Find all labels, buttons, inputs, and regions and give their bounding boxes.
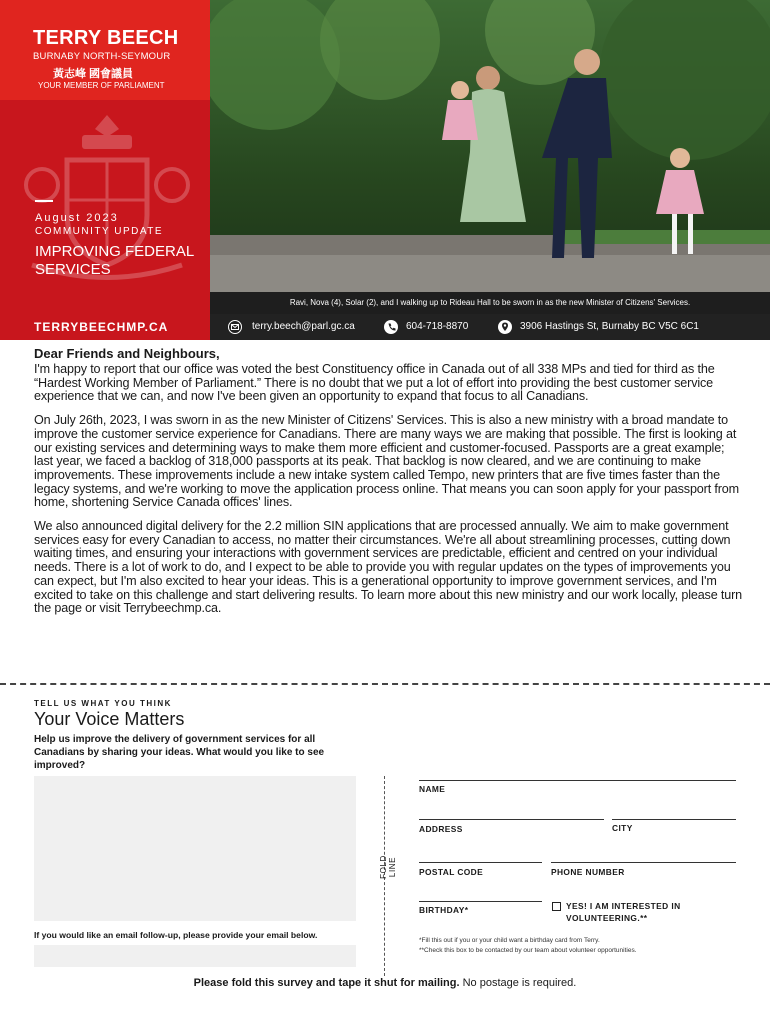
photo-caption: Ravi, Nova (4), Solar (2), and I walking up to Rideau Hall to be sworn in as the new Minister of Citizens' Services. [210,292,770,314]
phone-number[interactable]: 604-718-8870 [406,321,469,332]
birthday-footnote: *Fill this out if you or your child want a birthday card from Terry. [419,937,600,944]
phone-icon [384,320,398,334]
accent-dash [35,200,53,202]
address-field[interactable] [419,819,604,820]
mailing-instructions [0,977,770,989]
postal-code-label: POSTAL CODE [419,867,484,877]
name-label: NAME [419,784,446,794]
family-photo [210,0,770,292]
survey-kicker: TELL US WHAT YOU THINK [34,699,172,708]
volunteer-label: YES! I AM INTERESTED IN VOLUNTEERING.** [566,901,681,923]
riding-name: BURNABY NORTH-SEYMOUR [33,51,171,62]
headline: IMPROVING FEDERAL SERVICES [35,243,194,278]
survey-intro: Help us improve the delivery of government services for all Canadians by sharing your ideas. What would you like to see improved? [34,734,325,771]
letter-body [34,346,744,626]
name-field[interactable] [419,780,736,781]
mailing-instructions-rest: No postage is required. [459,977,577,989]
letter-greeting: Dear Friends and Neighbours, [34,346,220,361]
cut-line [0,683,770,685]
issue-type: COMMUNITY UPDATE [35,226,164,237]
newsletter-header [0,0,770,340]
survey-footnotes [419,936,637,956]
fold-line-label: FOLD LINE [379,855,397,879]
email-prompt: If you would like an email follow-up, please provide your email below. [34,930,318,940]
phone-label: PHONE NUMBER [551,867,625,877]
letter-paragraph: We also announced digital delivery for the 2.2 million SIN applications that are processed annually. We aim to make government services easy for every Canadian to access, no matter their circumstances. We're all about streamlining processes, cutting down waiting times, and ensuring your interactions with government services are predictable, efficient and centred on your individual needs. There is a lot of work to do, and I expect to be able to provide you with regular updates on the types of improvements you can expect, but I'm also excited to hear your ideas. This is a generational opportunity to improve government services, and I'm excited to take on this challenge and start delivering results. To learn more about this new ministry and our work locally, please turn the page or visit Terrybeechmp.ca. [34,519,742,616]
mp-name: TERRY BEECH [33,27,179,49]
masthead-panel [0,0,210,314]
letter-paragraph: On July 26th, 2023, I was sworn in as the new Minister of Citizens' Services. This is also a new ministry with a broad mandate to improve the customer service experience for Canadians. There are many ways we are making that possible. The first is looking at our existing services and determining ways to make them more efficient and customer-focused. Passports are a great example; last year, we faced a backlog of 318,000 passports at its peak. That backlog is now cleared, and we are continuing to make improvements. These improvements include a new intake system called Tempo, new printers that are five times faster than the legacy systems, and we're working to move the application process online. That means you can soon apply for your passport from home, shortening Service Canada offices' lines. [34,413,739,510]
letter-paragraph: I'm happy to report that our office was voted the best Constituency office in Canada out of all 338 MPs and tied for third as the “Hardest Working Member of Parliament.” There is no doubt that we put a lot of effort into providing the best customer service experience that we can, and now I've been given an opportunity to expand that focus to all Canadians. [34,362,715,404]
city-label: CITY [612,823,633,833]
volunteer-checkbox[interactable] [552,902,561,911]
address-label: ADDRESS [419,824,463,834]
email-link[interactable]: terry.beech@parl.gc.ca [252,321,355,332]
birthday-label: BIRTHDAY* [419,905,469,915]
email-field[interactable] [34,945,356,967]
survey-title: Your Voice Matters [34,709,185,729]
mailing-instructions-bold: Please fold this survey and tape it shut for mailing. [193,977,460,989]
issue-date: August 2023 [35,212,119,224]
postal-code-field[interactable] [419,862,542,863]
volunteer-footnote: **Check this box to be contacted by our team about volunteer opportunities. [419,947,637,954]
city-field[interactable] [612,819,736,820]
contact-bar [0,314,770,340]
mp-title: YOUR MEMBER OF PARLIAMENT [38,81,165,90]
location-pin-icon [498,320,512,334]
chinese-name: 黃志峰 國會議員 [53,68,134,80]
phone-field[interactable] [551,862,736,863]
office-address: 3906 Hastings St, Burnaby BC V5C 6C1 [520,321,699,332]
birthday-field[interactable] [419,901,542,902]
envelope-icon [228,320,242,334]
website-link[interactable]: TERRYBEECHMP.CA [0,314,210,340]
ideas-textarea[interactable] [34,776,356,921]
